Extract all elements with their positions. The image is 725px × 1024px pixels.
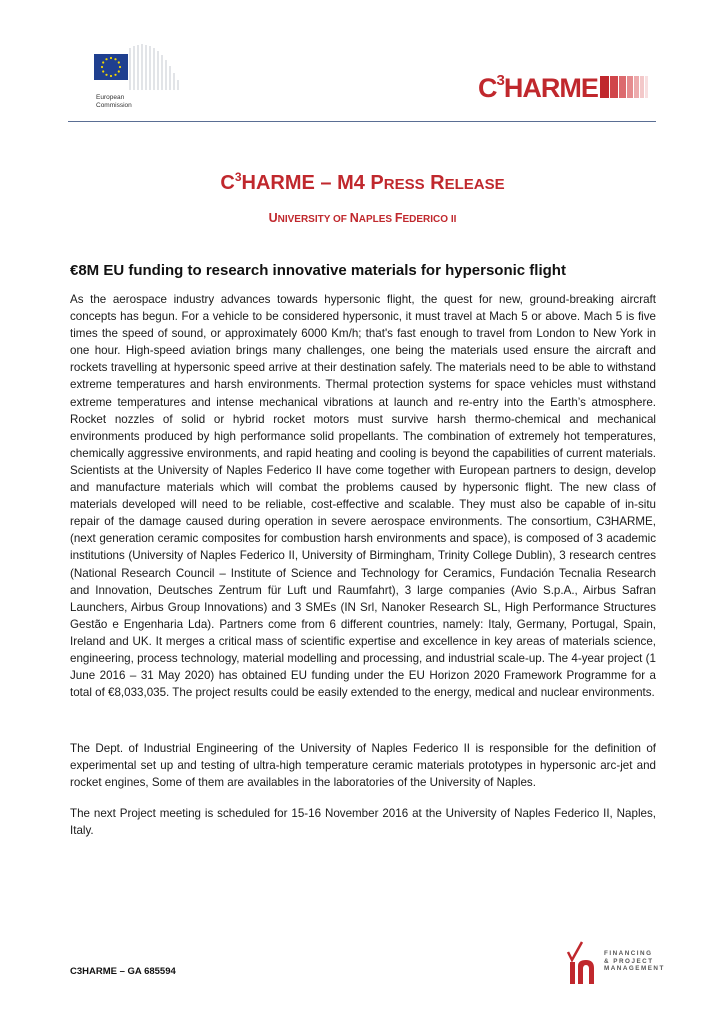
article-headline: €8M EU funding to research innovative materials for hypersonic flight	[70, 262, 566, 279]
body-paragraph-3: The next Project meeting is scheduled for 15-16 November 2016 at the University of Naples Federico II, Naples, Italy.	[70, 807, 656, 838]
title-c: C	[220, 172, 235, 194]
c3harme-logo-sup: 3	[496, 72, 504, 89]
press-release-title	[0, 170, 725, 195]
fpm-line1: FINANCING	[604, 950, 653, 957]
title-elease: ELEASE	[444, 176, 505, 193]
subtitle-ederico: EDERICO II	[402, 214, 457, 225]
subtitle-f: F	[394, 211, 403, 225]
c3harme-logo-bars	[600, 76, 656, 98]
subtitle-aples: APLES	[358, 214, 395, 225]
subtitle-niversity-of: NIVERSITY OF	[277, 214, 350, 225]
footer-grant-label: C3HARME – GA 685594	[70, 966, 176, 977]
fpm-line2: & PROJECT	[604, 957, 654, 965]
title-r: R	[424, 172, 445, 194]
ec-caption-line2: Commission	[96, 101, 132, 109]
title-harme-m4: HARME – M4	[241, 172, 371, 194]
fpm-logo-text	[604, 950, 665, 973]
c3harme-logo-suffix: HARME	[503, 73, 598, 103]
c3harme-logo-prefix: C	[478, 73, 497, 103]
title-ress: RESS	[383, 176, 425, 193]
body-paragraph-1: As the aerospace industry advances towards hypersonic flight, the quest for new, ground-breaking aircraft concepts has begun. For a vehicle to be considered hypersonic, it must travel at Mach 5 or above. Mach 5 is five times the speed of sound, or approximately 6000 Km/h; that's fast enough to travel from London to New York in one hour. High-speed aviation brings many challenges, one being the materials used ensure the aircraft and rockets travelling at hypersonic speed arrive at their destination safely. The materials need to be able to withstand extreme temperatures and harsh environments. Thermal protection systems for space vehicles must withstand extreme temperatures and intense mechanical vibrations at launch and re-entry into the Earth’s atmosphere. Rocket nozzles of solid or hybrid rocket motors must survive harsh thermo-chemical and mechanical environments produced by high performance solid propellants. The combination of extremely hot temperatures, chemically aggressive environments, and rapid heating and cooling is beyond the capabilities of current materials. Scientists at the University of Naples Federico II have come together with European partners to design, develop and manufacture materials which will combat the problems caused by hypersonic flight. The new class of materials developed will need to be reliable, cost-effective and scalable. They must also be capable of in-situ repair of the damage caused during operation in severe aerospace environments. The consortium, C3HARME, (next generation ceramic composites for combustion harsh environments and space), is composed of 3 academic institutions (University of Naples Federico II, University of Birmingham, Trinity College Dublin), 3 research centres (National Research Council – Institute of Science and Technology for Ceramics, Fundación Tecnalia Research and Innovation, Deutsches Zentrum für Luft und Raumfahrt), 3 large companies (Avio S.p.A., Airbus Safran Launchers, Airbus Group Innovations) and 3 SMEs (IN Srl, Nanoker Research SL, High Performance Structures Gestão e Engenharia Lda). Partners come from 6 different countries, namely: Italy, Germany, Portugal, Spain, Ireland and UK. It merges a critical mass of scientific expertise and excellence in key areas of materials science, engineering, process technology, material modelling and processing, and industrial scale-up. The 4-year project (1 June 2016 – 31 May 2020) has obtained EU funding under the EU Horizon 2020 Framework Programme for a total of €8,033,035. The project results could be easily extended to the energy, medical and nuclear environments.	[70, 293, 656, 700]
title-sup: 3	[234, 170, 242, 184]
title-p: P	[370, 172, 384, 194]
ec-caption-line1: European	[96, 94, 125, 101]
subtitle-n: N	[349, 211, 359, 225]
c3harme-logo	[478, 72, 598, 104]
university-subtitle	[0, 211, 725, 225]
subtitle-u: U	[268, 211, 278, 225]
ec-caption	[96, 94, 132, 109]
fpm-line3: MANAGEMENT	[604, 965, 665, 972]
header-divider	[68, 121, 656, 122]
body-paragraph-2: The Dept. of Industrial Engineering of the University of Naples Federico II is responsible for the definition of experimental set up and testing of ultra-high temperature ceramic materials prototypes in hypersonic arc-jet and rocket engines, Some of them are availables in the laboratories of the University of Naples.	[70, 742, 656, 790]
